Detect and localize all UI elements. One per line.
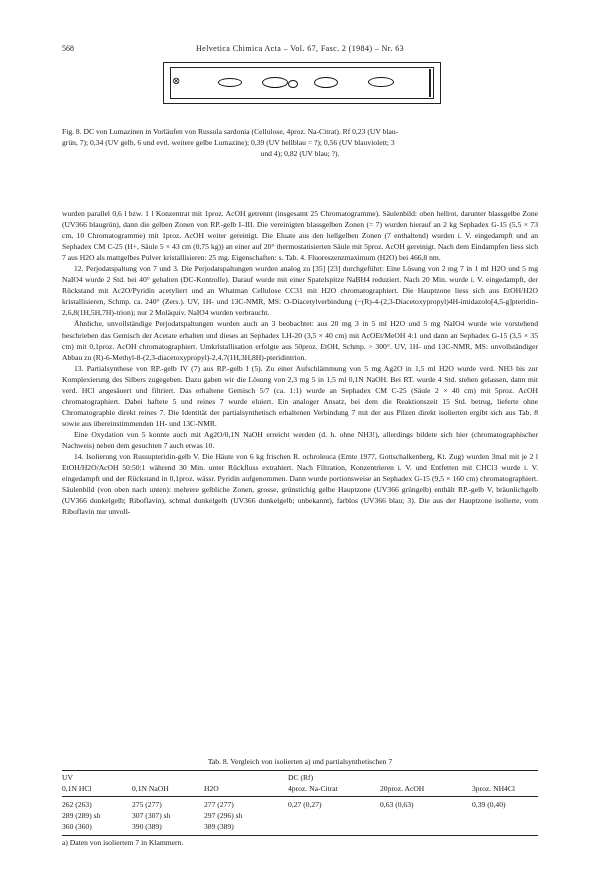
- tlc-plate: [170, 67, 434, 99]
- column-header: 20proz. AcOH: [380, 784, 425, 793]
- paragraph: wurden parallel 0,6 l bzw. 1 l Konzentrat mit 1proz. AcOH getrennt (insgesamt 25 Chromatogramme). Säulenbild: oben hellrot, darunter blassgelbe Zone (UV366 blaugrün), dann die gelben Zonen von RP.-gelb I–III. Die vereinigten blassgelben Zonen (= 7) wurden hierauf an 2 kg Sephadex G-15 (5,5 × 73 cm, 10 Chromatogramme) mit 1proz. AcOH weiter gereinigt. Die Eluate aus den hellgelben Zonen (7 enthaltend) wurden i. V. eingedampft und an Sephadex CM C-25 (H+, Säule 5 × 43 cm (0,75 kg)) an einer auf 20° thermostatisierten Säule mit 5proz. AcOH gereinigt. Nach dem Eindampfen liess sich 7 aus H2O als mattgelbes Pulver kristallisieren: 25 mg. Eigenschaften: s. Tab. 4. Fluoreszenzmaximum (H2O) bei 466,8 nm.: [62, 209, 538, 263]
- running-header: [62, 44, 538, 56]
- paragraph: Ähnliche, unvollständige Perjodatspaltungen wurden auch an 3 beobachtet: aus 20 mg 3 in 5 ml H2O und 5 mg NaIO4 wurde wie vorstehend beschrieben das Gemisch der Acetate erhalten und dieses an Sephadex LH-20 (3,5 × 40 cm) mit AcOEt/MeOH 4:1 und dann an Sephadex G-15 (3,5 × 35 cm) mit 0,1proz. AcOH chromatographiert. Umkristallisation erfolgte aus 50proz. EtOH, Schmp. > 300°. UV, 1H- und 13C-NMR, MS: unvollständiger Abbau zu (R)-6-Methyl-8-(2,3-diacetoxypropyl)-2,4,7(1H,3H,8H)-pteridintrion.: [62, 319, 538, 362]
- table-cell: 389 (389): [204, 822, 234, 831]
- tlc-spot: [288, 80, 298, 88]
- table-cell: 390 (389): [132, 822, 162, 831]
- column-header: H2O: [204, 784, 219, 793]
- table-cell: 0,39 (0,40): [472, 800, 506, 809]
- table-cell: 307 (307) sh: [132, 811, 171, 820]
- page-number: 568: [62, 44, 74, 53]
- header-uv: UV: [62, 773, 73, 782]
- caption-line: Fig. 8. DC von Lumazinen in Vorläufen von Russula sardonia (Cellulose, 4proz. Na-Citrat). Rf 0,23 (UV blau-: [62, 127, 399, 136]
- tlc-spot: [368, 77, 394, 87]
- caption-line: und 4); 0,82 (UV blau; ?).: [260, 149, 340, 158]
- paragraph: 14. Isolierung von Russupteridin-gelb V. Die Häute von 6 kg frischen R. ochroleuca (Ernte 1977, Gottschalkenberg, Kt. Zug) wurden 3mal mit je 2 l EtOH/H2O/AcOH 50:50:1 während 30 Min. unter Rückfluss extrahiert. Nach Filtration, Konzentrieren i. V. und Entfetten mit CHCl3 wurde i. V. eingedampft und der Rückstand in 0,1proz. wässr. Pyridin aufgenommen. Dann wurde portionsweise an Sephadex G-15 (9,5 × 160 cm) chromatographiert. Säulenbild (von oben nach unten): mehrere gelbliche Zonen, grosse, grünstichig gelbe Hauptzone (UV366 grüngelb) enthält RP.-gelb V, bräunlichgelb (UV366 dunkelgelb; Riboflavin), schmal dunkelgelb (UV366 dunkelgelb; unbekannt), farblos (UV366 blau; 3). Die aus der Hauptzone isolierte, vom Riboflavin nur unvoll-: [62, 452, 538, 517]
- table-cell: 275 (277): [132, 800, 162, 809]
- figure-caption: [62, 126, 538, 159]
- tlc-figure: [163, 62, 441, 104]
- header-dc: DC (Rf): [288, 773, 314, 782]
- paragraph: Eine Oxydation von 5 konnte auch mit Ag2O/0,1N NaOH erreicht werden (d. h. ohne NH3!), allerdings bildete sich hier (chromatographischer Nachweis) neben dem gesuchten 7 auch etwas 10.: [62, 429, 538, 450]
- solvent-front-bar: [429, 69, 431, 97]
- table-rule-mid: [62, 796, 538, 797]
- table-title: Tab. 8. Vergleich von isolierten a) und partialsynthetischen 7: [207, 757, 393, 766]
- paragraph: 12. Perjodatspaltung von 7 und 3. Die Perjodatspaltungen wurden analog zu [35] [23] durchgeführt: Eine Lösung von 2 mg 7 in 1 ml H2O und 5 mg NaIO4 wurde 2 Std. bei 40° gehalten (DC-Kontrolle). Darauf wurde mit einer Spatelspitze NaBH4 reduziert. Nach 20 Min. wurde i. V. eingedampft, der Rückstand mit Ac2O/Pyridin acetyliert und an Whatman Cellulose CC31 mit H2O chromatographiert. Die Hauptzone liess sich aus EtOH/H2O kristallisieren, Schmp. ca. 240° (Zers.). UV, 1H- und 13C-NMR, MS: O-Diacetylverbindung (−(R)-4-(2,3-Diacetoxypropyl)4H-imidazolo[4,5-g]pteridin-2,6,8(1H,5H,7H)-trion); nur 2 Moläquiv. NaIO4 wurden verbraucht.: [62, 264, 538, 318]
- tlc-spot: [314, 77, 338, 88]
- table-cell: 277 (277): [204, 800, 234, 809]
- table-cell: 262 (263): [62, 800, 92, 809]
- tlc-spot: [262, 77, 288, 88]
- table-footnote: a) Daten von isoliertem 7 in Klammern.: [62, 838, 184, 847]
- table-rule-top: [62, 770, 538, 771]
- table-cell: 0,27 (0,27): [288, 800, 322, 809]
- table-cell: 0,63 (0,63): [380, 800, 414, 809]
- body-text: [62, 208, 538, 517]
- column-header: 4proz. Na-Citrat: [288, 784, 338, 793]
- column-header: 0,1N NaOH: [132, 784, 169, 793]
- tlc-spot: [218, 78, 242, 87]
- table-cell: 360 (360): [62, 822, 92, 831]
- caption-line: grün, 7); 0,34 (UV gelb, 6 und evtl. weitere gelbe Lumazine); 0,39 (UV hellblau = ?); 0,56 (UV blauviolett; 3: [62, 138, 395, 147]
- paragraph: 13. Partialsynthese von RP.-gelb IV (7) aus RP.-gelb I (5). Zu einer Aufschlämmung von 5 mg Ag2O in 1,5 ml H2O wurde verd. NH3 bis zur Komplexierung des Silbers zugegeben. Dazu gaben wir die Lösung von 2,3 mg 5 in 1,5 ml 0,1N NaOH. Bei RT. wurde 4 Std. stehen gelassen, dann mit verd. HCl angesäuert und filtriert. Das erhaltene Gemisch 5/7 (ca. 1:1) wurde an Sephadex CM C-25 (Säule 2 × 40 cm) mit 5proz. AcOH chromatographiert. Dabei haftete 5 und reines 7 wurde eluiert. Ein analoger Ansatz, bei dem die Reaktionszeit 15 Std. betrug, lieferte ohne Chromatographie direkt reines 7. Die Identität der partialsynthetisch erhaltenen Verbindung 7 mit der aus Pilzen direkt isolierten ergibt sich aus Tab. 8 sowie aus übereinstimmenden 1H- und 13C-NMR.: [62, 363, 538, 428]
- table-rule-bottom: [62, 835, 538, 836]
- table-cell: 289 (289) sh: [62, 811, 101, 820]
- journal-title: Helvetica Chimica Acta – Vol. 67, Fasc. 2 (1984) – Nr. 63: [195, 44, 405, 53]
- origin-marker-icon: ⊗: [172, 76, 181, 87]
- table-cell: 297 (296) sh: [204, 811, 243, 820]
- column-header: 0,1N HCl: [62, 784, 92, 793]
- column-header: 3proz. NH4Cl: [472, 784, 516, 793]
